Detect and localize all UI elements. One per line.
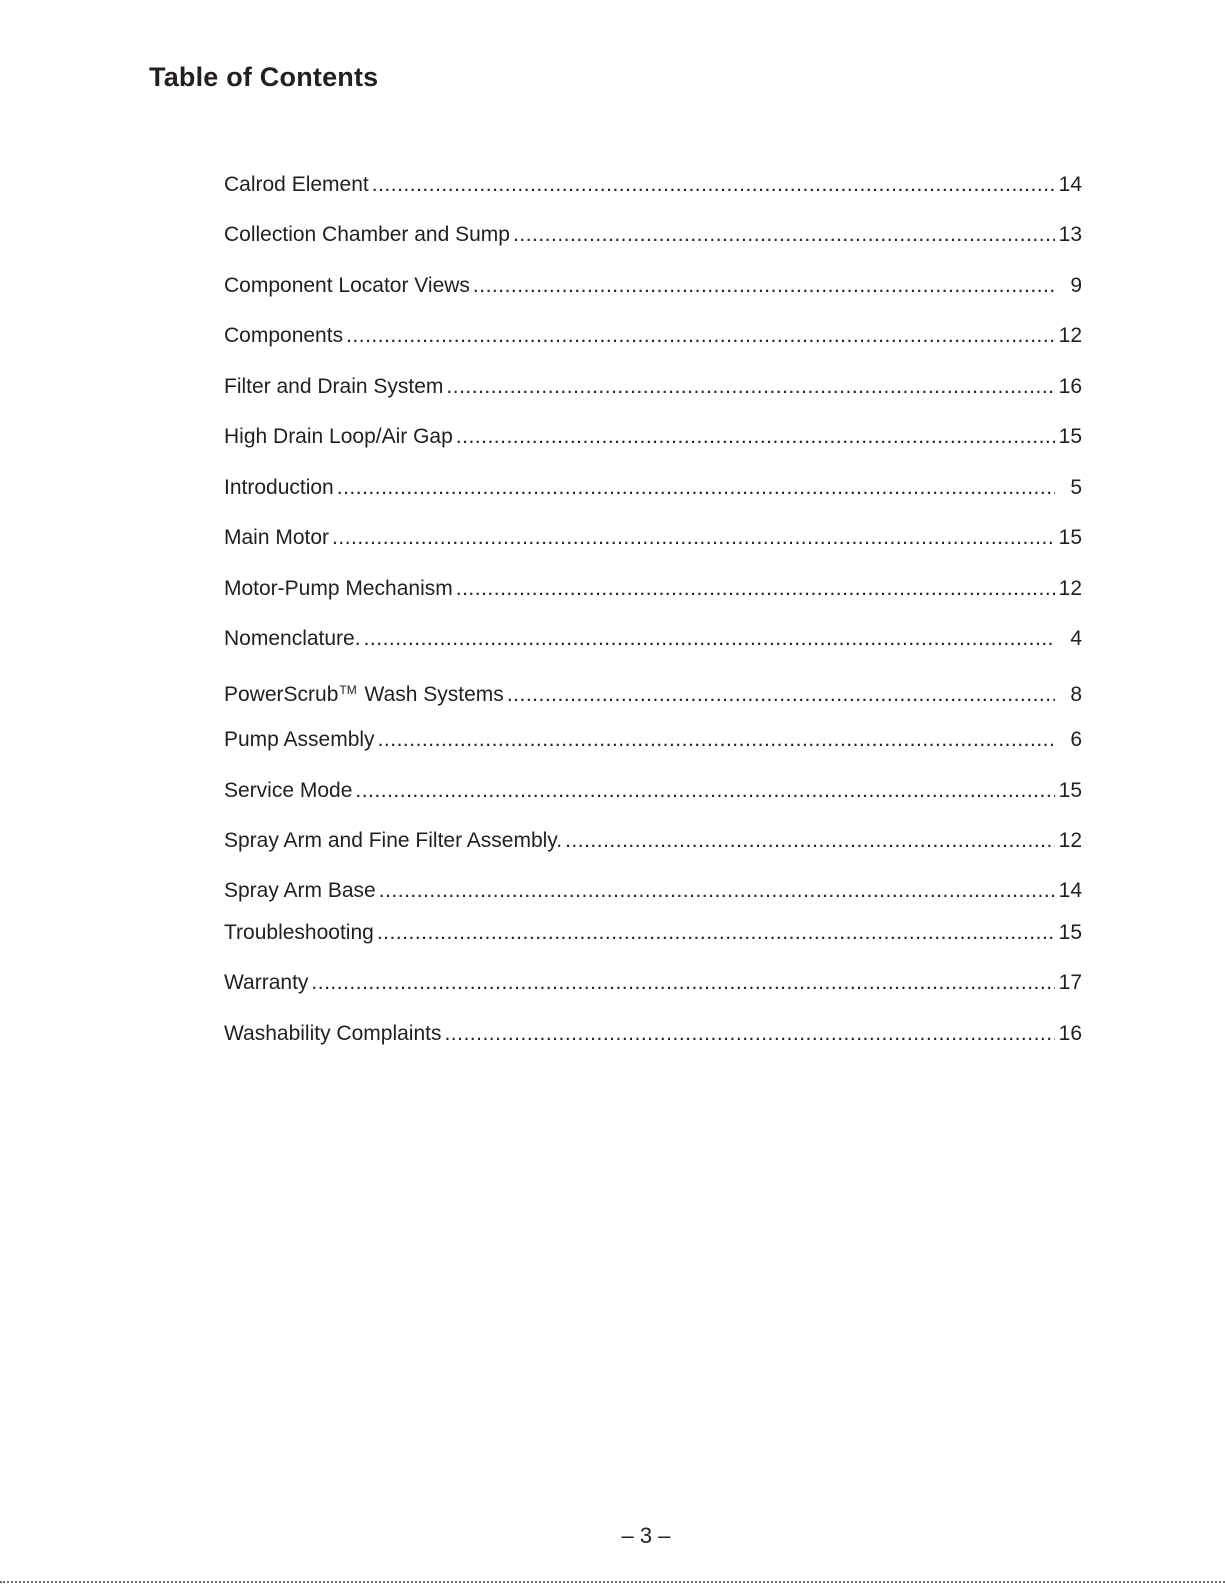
- dot-leader: [473, 272, 1055, 300]
- toc-entry-washability-complaints[interactable]: [224, 1020, 1082, 1048]
- toc-entry-pump-assembly[interactable]: [224, 726, 1082, 754]
- toc-entry-warranty[interactable]: [224, 969, 1082, 997]
- toc-entry-page: 12: [1058, 829, 1082, 852]
- toc-entry-page: 16: [1058, 375, 1082, 398]
- toc-entry-spray-arm-fine-filter[interactable]: [224, 827, 1082, 855]
- toc-entry-title: Calrod Element: [224, 173, 369, 196]
- toc-entry-components[interactable]: [224, 322, 1082, 350]
- toc-entry-title: Pump Assembly: [224, 728, 375, 751]
- toc-entry-title: Nomenclature.: [224, 627, 361, 650]
- toc-entry-title: Troubleshooting: [224, 921, 374, 944]
- toc-entry-page: 8: [1070, 683, 1082, 706]
- dot-leader: [444, 1020, 1055, 1048]
- toc-entry-page: 15: [1058, 425, 1082, 448]
- toc-entry-page: 14: [1058, 879, 1082, 902]
- toc-entry-motor-pump-mechanism[interactable]: [224, 575, 1082, 603]
- toc-entry-title: Service Mode: [224, 779, 353, 802]
- toc-entry-filter-and-drain-system[interactable]: [224, 373, 1082, 401]
- toc-entry-title: Main Motor: [224, 526, 330, 549]
- page-bottom-edge: [0, 1581, 1225, 1585]
- toc-entry-title: [224, 676, 504, 709]
- page-title: Table of Contents: [149, 62, 379, 92]
- toc-entry-title: Spray Arm and Fine Filter Assembly.: [224, 829, 563, 852]
- toc-entry-title: Component Locator Views: [224, 274, 470, 297]
- toc-entry-title: Motor-Pump Mechanism: [224, 577, 453, 600]
- toc-entry-page: 13: [1058, 223, 1082, 246]
- toc-entry-page: 16: [1058, 1022, 1082, 1045]
- toc-entry-page: 12: [1058, 324, 1082, 347]
- dot-leader: [311, 969, 1055, 997]
- dot-leader: [565, 827, 1055, 855]
- toc-entry-troubleshooting[interactable]: [224, 919, 1082, 947]
- toc-entry-page: 14: [1058, 173, 1082, 196]
- toc-entry-title: Spray Arm Base: [224, 879, 376, 902]
- toc-entry-page: 9: [1070, 274, 1082, 297]
- dot-leader: [332, 524, 1055, 552]
- dot-leader: [456, 575, 1055, 603]
- dot-leader: [456, 423, 1055, 451]
- dot-leader: [513, 221, 1055, 249]
- toc-entry-page: 4: [1070, 627, 1082, 650]
- toc-entry-nomenclature[interactable]: [224, 625, 1082, 653]
- toc-entry-title: Washability Complaints: [224, 1022, 442, 1045]
- dot-leader: [337, 474, 1055, 502]
- toc-entry-page: 15: [1058, 779, 1082, 802]
- toc-entry-title: Collection Chamber and Sump: [224, 223, 510, 246]
- toc-entry-title: Filter and Drain System: [224, 375, 444, 398]
- toc-entry-page: 17: [1058, 971, 1082, 994]
- dot-leader: [378, 726, 1055, 754]
- toc-entry-title: Introduction: [224, 476, 334, 499]
- toc-entry-component-locator-views[interactable]: [224, 272, 1082, 300]
- toc-entry-collection-chamber[interactable]: [224, 221, 1082, 249]
- dot-leader: [355, 777, 1055, 805]
- toc-entry-introduction[interactable]: [224, 474, 1082, 502]
- toc-entry-page: 12: [1058, 577, 1082, 600]
- toc-entry-page: 5: [1070, 476, 1082, 499]
- dot-leader: [364, 625, 1055, 653]
- trademark-symbol: TM: [339, 683, 357, 697]
- dot-leader: [377, 919, 1055, 947]
- toc-entry-title: Components: [224, 324, 344, 347]
- toc-entry-high-drain-loop[interactable]: [224, 423, 1082, 451]
- dot-leader: [346, 322, 1055, 350]
- toc-entry-powerscrub-wash-systems[interactable]: [224, 676, 1082, 704]
- toc-entry-spray-arm-base[interactable]: [224, 877, 1082, 905]
- toc-entry-title: Warranty: [224, 971, 309, 994]
- toc-entry-service-mode[interactable]: [224, 777, 1082, 805]
- page-number: – 3 –: [621, 1523, 671, 1548]
- dot-leader: [507, 681, 1055, 709]
- toc-entry-title-suffix: Wash Systems: [358, 683, 504, 706]
- toc-entry-page: 6: [1070, 728, 1082, 751]
- dot-leader: [379, 877, 1055, 905]
- toc-entry-page: 15: [1058, 526, 1082, 549]
- dot-leader: [446, 373, 1055, 401]
- toc-entry-title-main: PowerScrub: [224, 683, 339, 706]
- toc-entry-main-motor[interactable]: [224, 524, 1082, 552]
- toc-entry-title: High Drain Loop/Air Gap: [224, 425, 453, 448]
- toc-entry-page: 15: [1058, 921, 1082, 944]
- dot-leader: [372, 171, 1055, 199]
- toc-entry-calrod-element[interactable]: [224, 171, 1082, 199]
